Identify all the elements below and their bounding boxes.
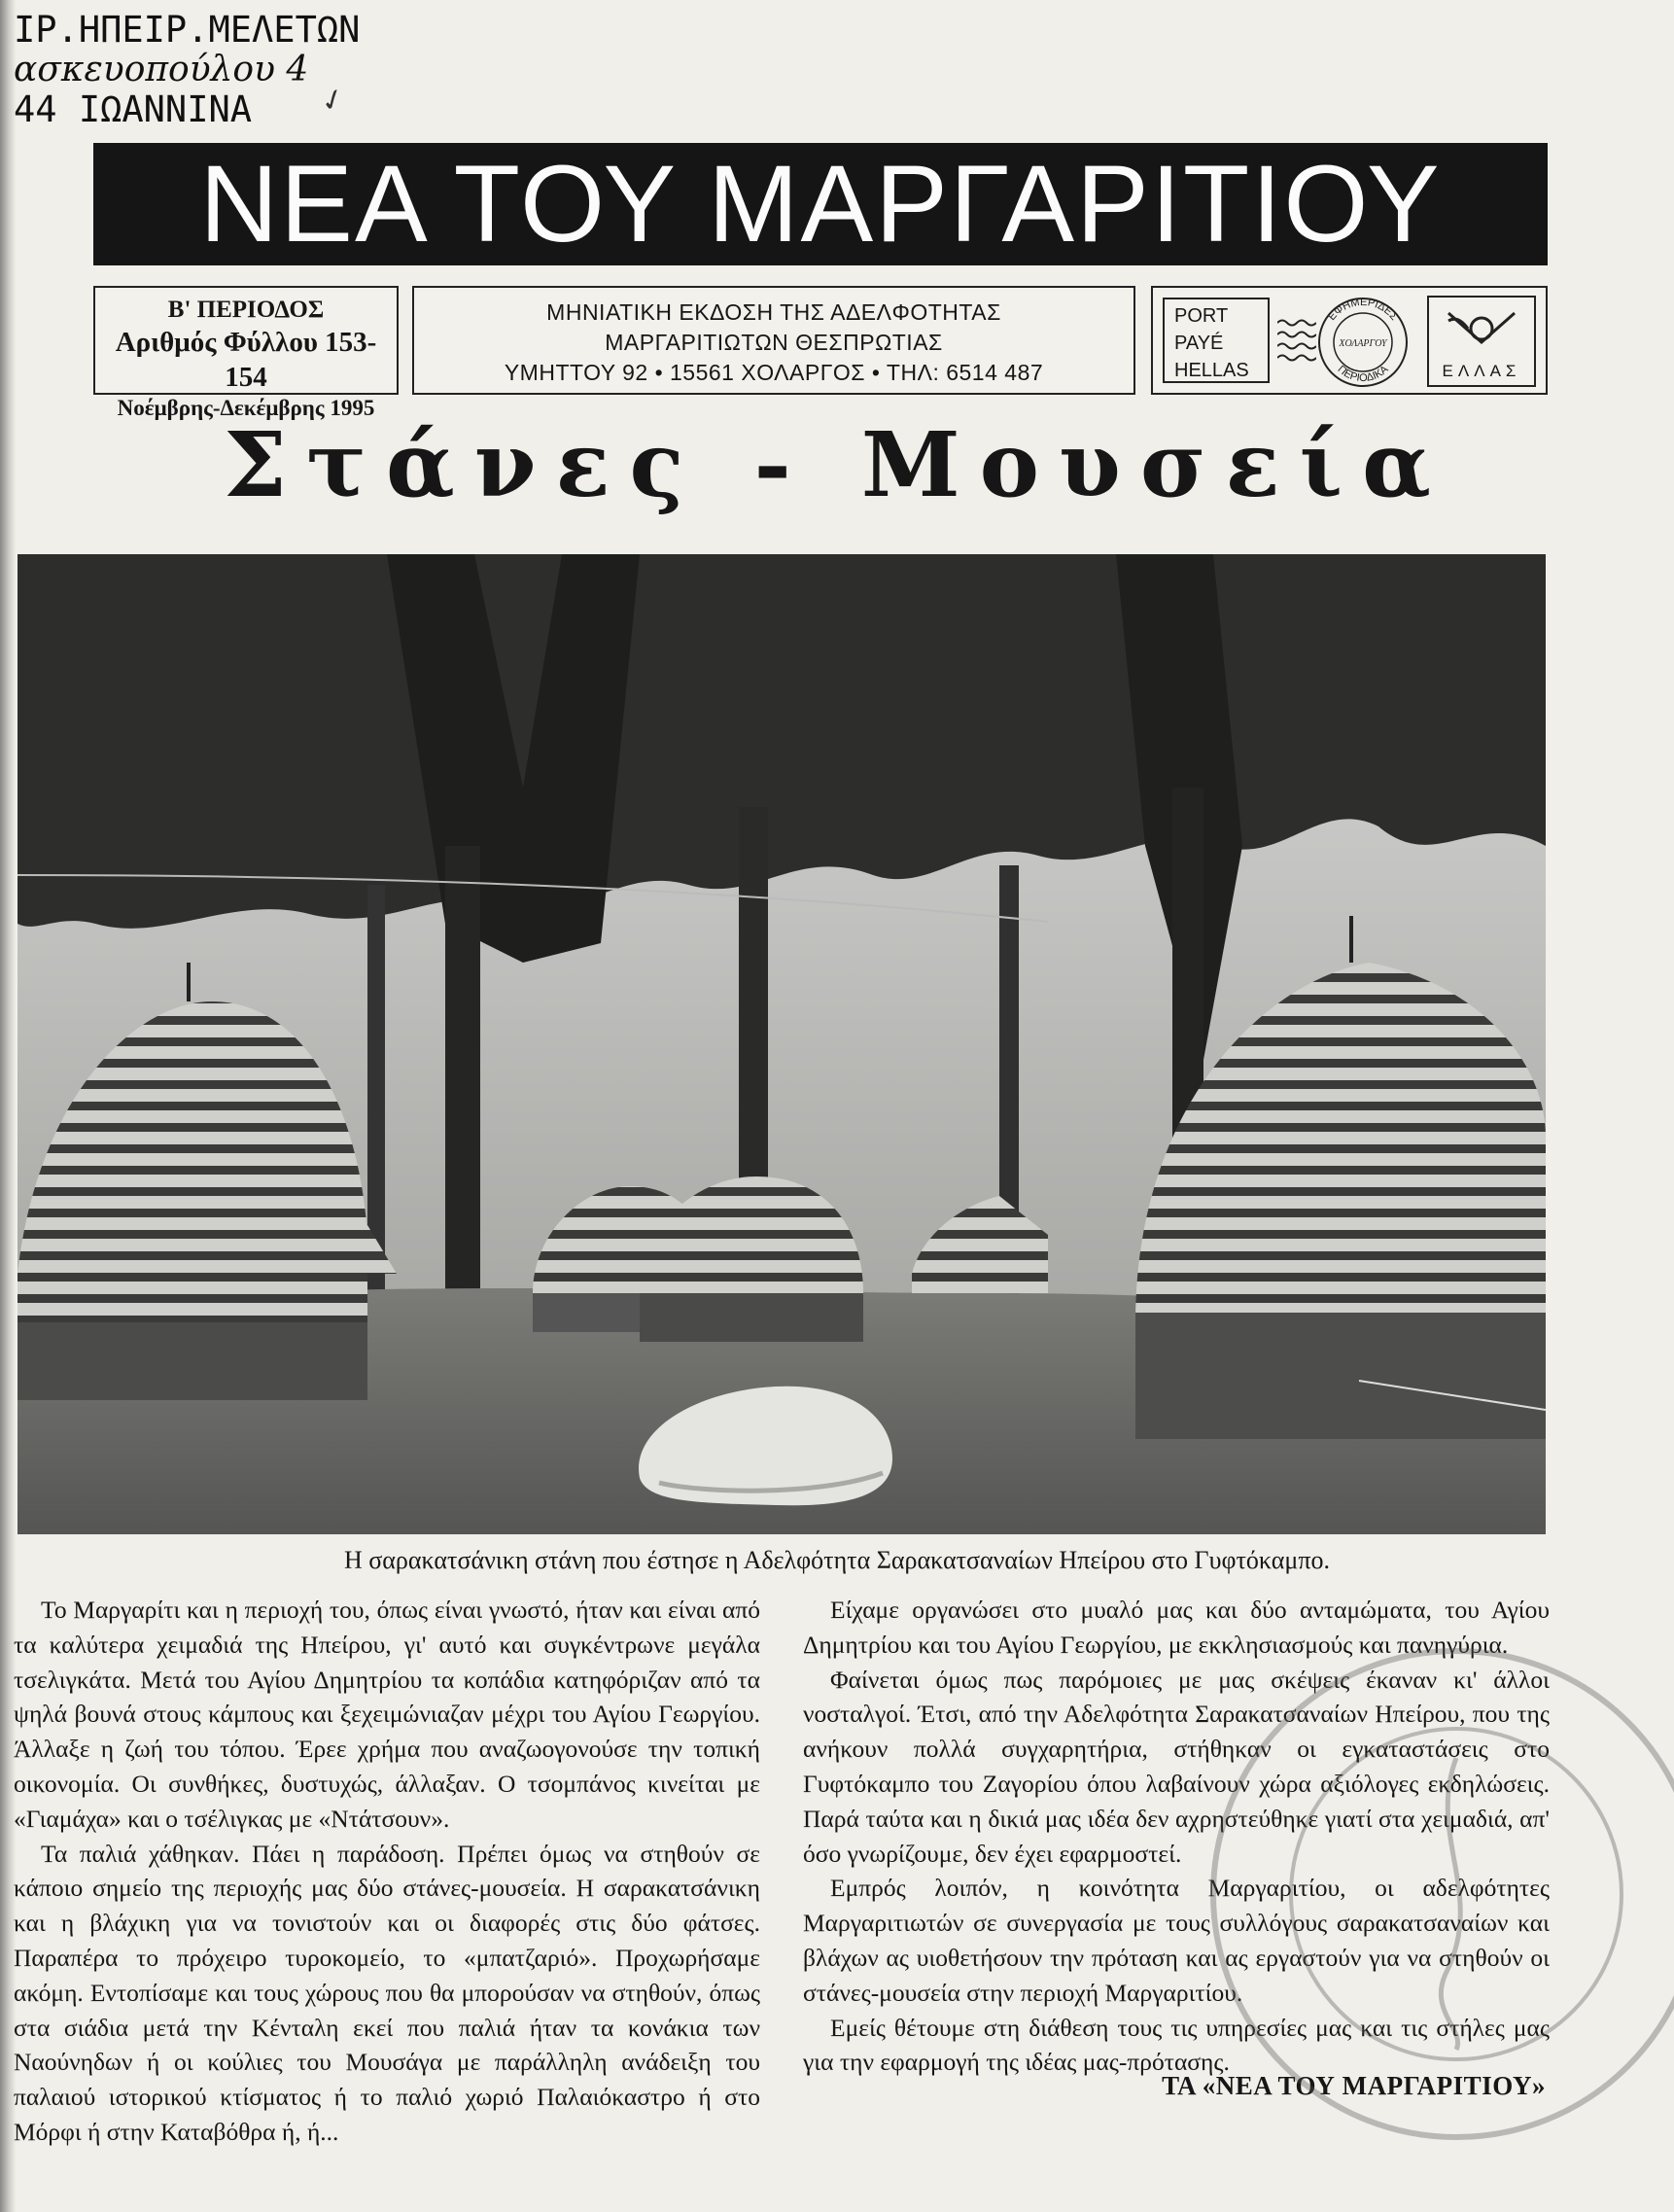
publisher-line-1: ΜΗΝΙΑΤΙΚΗ ΕΚΔΟΣΗ ΤΗΣ ΑΔΕΛΦΟΤΗΤΑΣ (546, 299, 1001, 325)
paye-label: PAYÉ (1174, 333, 1224, 354)
article-signature: ΤΑ «ΝΕΑ ΤΟΥ ΜΑΡΓΑΡΙΤΙΟΥ» (1162, 2071, 1546, 2100)
port-paye-box (1163, 298, 1270, 383)
headline: Στάνες - Μουσεία (224, 412, 1450, 517)
publisher-info-box (412, 286, 1135, 395)
stamp-line-1: ΙΡ.ΗΠΕΙΡ.ΜΕΛΕΤΩΝ (14, 9, 361, 51)
issue-date: Νοέμβρης-Δεκέμβρης 1995 (117, 396, 375, 420)
post-horn-icon (1429, 299, 1534, 362)
port-label: PORT (1174, 305, 1229, 327)
postage-box (1151, 286, 1548, 395)
photo-thatched-huts-icon (17, 554, 1546, 1534)
stamp-line-2: ασκευοπούλου 4 (14, 50, 309, 89)
publisher-line-2: ΜΑΡΓΑΡΙΤΙΩΤΩΝ ΘΕΣΠΡΩΤΙΑΣ (605, 330, 943, 355)
publisher-address: ΥΜΗΤΤΟΥ 92 • 15561 ΧΟΛΑΡΓΟΣ • ΤΗΛ: 6514 487 (504, 360, 1044, 385)
article-column-right (803, 1593, 1550, 2080)
issue-period: Β' ΠΕΡΙΟΔΟΣ (167, 297, 325, 323)
article-paragraph: Τα παλιά χάθηκαν. Πάει η παράδοση. Πρέπει όμως να στηθούν σε κάποιο σημείο της περιοχής μας δύο στάνες-μουσεία. Η σαρακατσάνικη και η βλάχικη για να τονιστούν και οι διαφορές στις δύο φάτσες. Παραπέρα το πρόχειρο τυροκομείο, το «μπατζαριό». Προχωρήσαμε ακόμη. Εντοπίσαμε και τους χώρους που θα μπορούσαν να στηθούν, όπως στα σιάδια μετά την Κένταλη εκεί που παλιά ήταν τα κονάκια των Ναούνηδων ή οι κούλιες του Μουσάγα με παράλληλη ανάδειξη του παλαιού ιστορικού κτίσματος ή το παλιό χωριό Παλαιόκαστρο ή στο Μόρφι ή στην Καταβόθρα ή, ή... (14, 1839, 760, 2146)
hellas-label: HELLAS (1174, 360, 1249, 381)
elta-post-logo (1427, 296, 1536, 387)
issue-info-box (93, 286, 399, 420)
seal-top-text: ΕΦΗΜΕΡΙΔΕΣ (1326, 296, 1401, 323)
issue-number: Αριθμός Φύλλου 153-154 (115, 327, 377, 393)
article-column-left (14, 1593, 760, 2150)
masthead-title: ΝΕΑ ΤΟΥ ΜΑΡΓΑΡΙΤΙΟΥ (93, 143, 1548, 265)
article-paragraph: Το Μαργαρίτι και η περιοχή του, όπως είναι γνωστό, ήταν και είναι από τα καλύτερα χειμαδιά της Ηπείρου, γι' αυτό και συγκέντρωνε μεγάλα τσελιγκάτα. Μετά του Αγίου Δημητρίου τα κοπάδια κατηφόριζαν από τα ψηλά βουνά στους κάμπους και ξεχειμώνιαζαν μέχρι του Αγίου Γεωργίου. Άλλαξε η ζωή του τόπου. Έρεε χρήμα που αναζωογονούσε την τοπική οικονομία. Οι συνθήκες, δυστυχώς, άλλαξαν. Ο τσομπάνος κινείται με «Γιαμάχα» και ο τσέλιγκας με «Ντάτσουν». (14, 1596, 760, 1833)
pen-mark-icon: ✓ (316, 81, 351, 121)
seal-bottom-text: ΠΕΡΙΟΔΙΚΑ (1335, 363, 1391, 385)
elta-label: ΕΛΛΑΣ (1442, 362, 1521, 380)
stamp-line-3: 44 ΙΩΑΝΝΙΝΑ (14, 88, 253, 130)
article-paragraph: Εμπρός λοιπόν, η κοινότητα Μαργαριτίου, οι αδελφότητες Μαργαριτιωτών σε συνεργασία με τους συλλόγους σαρακατσαναίων και βλάχων ας υιοθετήσουν την πρόταση και ας εργαστούν για να στηθούν οι στάνες-μουσεία στην περιοχή Μαργαριτίου. (803, 1874, 1550, 2007)
postmark-waves-icon (1277, 315, 1316, 369)
svg-text:ΕΦΗΜΕΡΙΔΕΣ (1326, 297, 1400, 323)
article-paragraph: Είχαμε οργανώσει στο μυαλό μας και δύο ανταμώματα, του Αγίου Δημητρίου και του Αγίου Γεωργίου, με εκκλησιασμούς και πανηγύρια. (803, 1596, 1550, 1659)
newspaper-postmark-seal-icon (1316, 296, 1410, 389)
seal-mid-text: ΧΟΛΑΡΓΟΥ (1339, 338, 1387, 349)
library-stamp (14, 10, 364, 129)
article-paragraph: Φαίνεται όμως πως παρόμοιες με μας σκέψεις έκαναν κι' άλλοι νοσταλγοί. Έτσι, από την Αδελφότητα Σαρακατσαναίων Ηπείρου, που της ανήκουν πολλά συγχαρητήρια, στήθηκαν οι εγκαταστάσεις στο Γυφτόκαμπο του Ζαγορίου όπου λαβαίνουν χώρα αξιόλογες εκδηλώσεις. Παρά ταύτα και η δικιά μας ιδέα δεν αχρηστεύθηκε γιατί στα χειμαδιά, απ' όσο γνωρίζουμε, δεν έχει εφαρμοστεί. (803, 1665, 1550, 1868)
photo-caption: Η σαρακατσάνικη στάνη που έστησε η Αδελφότητα Σαρακατσαναίων Ηπείρου στο Γυφτόκαμπο. (344, 1546, 1330, 1574)
article-photo (17, 554, 1546, 1534)
article-paragraph: Εμείς θέτουμε στη διάθεση τους τις υπηρεσίες μας και τις στήλες μας για την εφαρμογή της ιδέας μας-πρότασης. (803, 2013, 1550, 2077)
